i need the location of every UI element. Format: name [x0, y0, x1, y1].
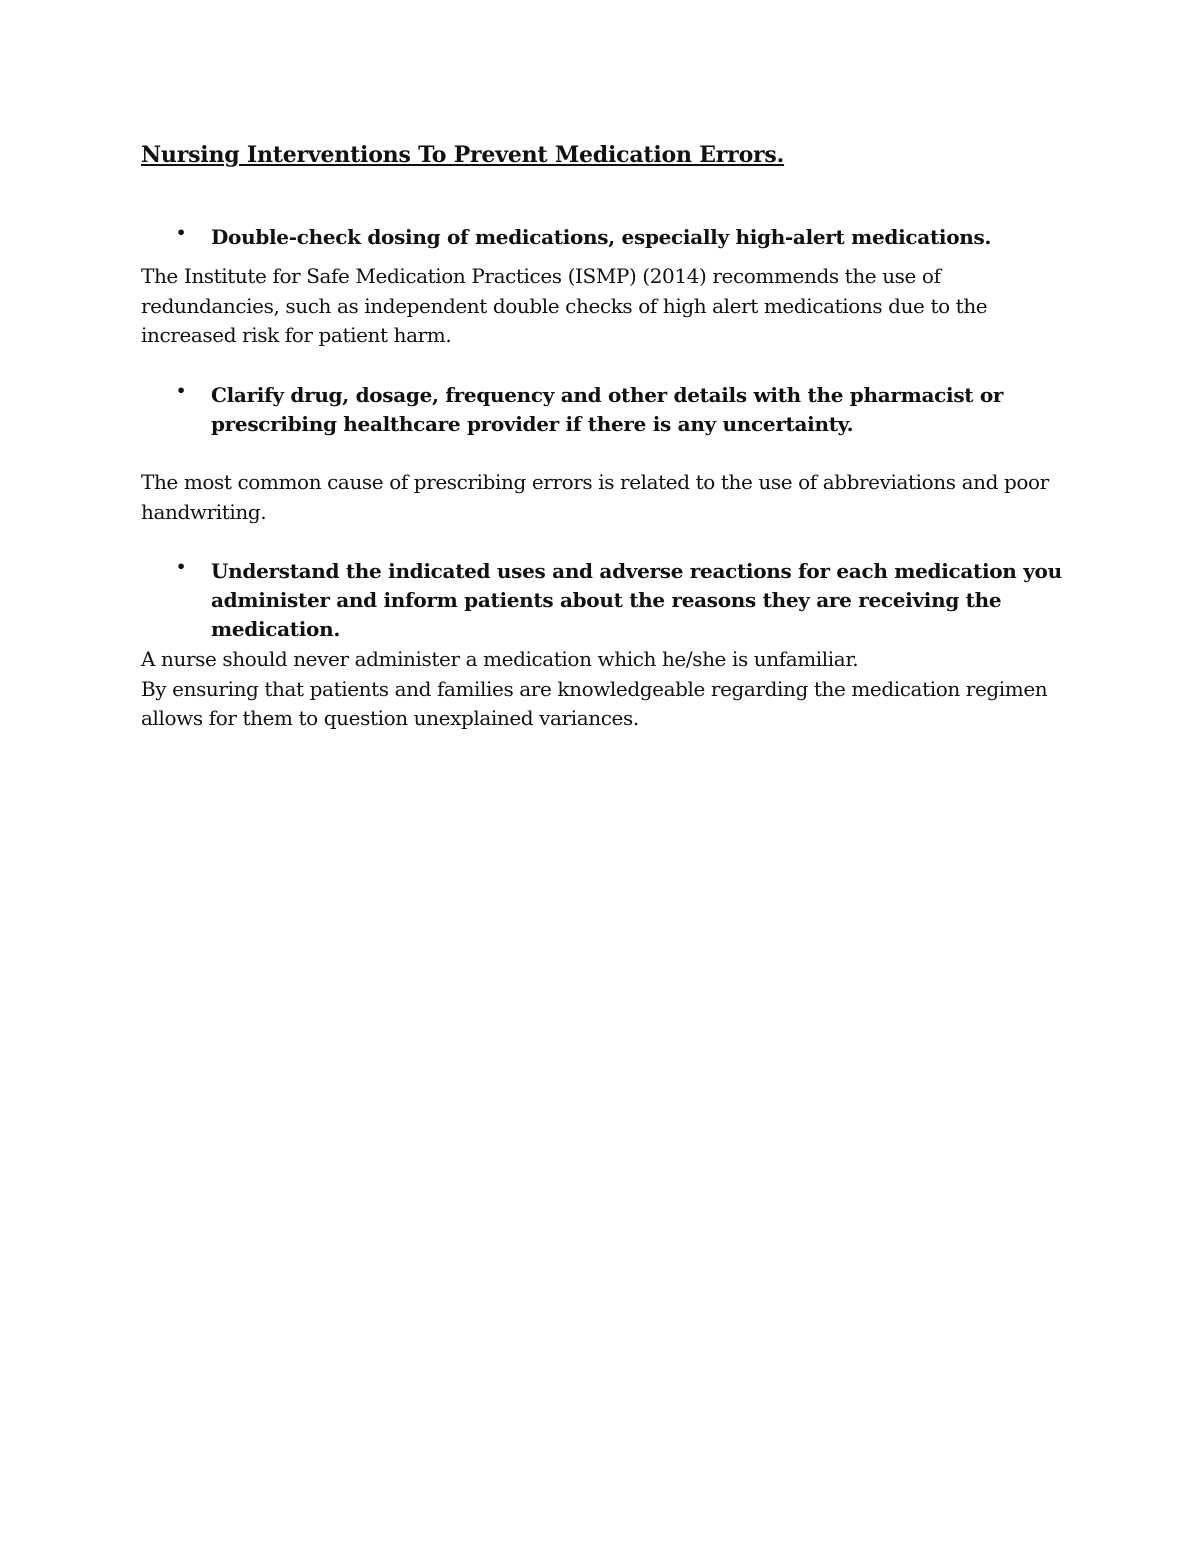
paragraph-ismp: The Institute for Safe Medication Practices (ISMP) (2014) recommends the use of redundancies, such as independent double checks of high alert medications due to the increased risk for patient harm. — [141, 264, 988, 347]
paragraph-prescribing-errors: The most common cause of prescribing errors is related to the use of abbreviations and poor handwriting. — [141, 470, 1049, 524]
bullet-text: Clarify drug, dosage, frequency and other details with the pharmacist or prescribing healthcare provider if there is any uncertainty. — [211, 383, 1004, 436]
paragraph-group-familiarity — [141, 645, 1071, 734]
bullet-text: Double-check dosing of medications, especially high-alert medications. — [211, 225, 992, 249]
paragraph-never-administer: A nurse should never administer a medication which he/she is unfamiliar. — [141, 647, 859, 671]
bullet-text: Understand the indicated uses and adverse reactions for each medication you administer and inform patients about the reasons they are receiving the medication. — [211, 559, 1062, 641]
bullet-icon: • — [176, 381, 187, 400]
page-title: Nursing Interventions To Prevent Medication Errors. — [141, 142, 785, 168]
bullet-icon: • — [176, 557, 187, 576]
bullet-icon: • — [176, 223, 187, 242]
paragraph-patient-knowledge: By ensuring that patients and families are knowledgeable regarding the medication regimen allows for them to question unexplained variances. — [141, 676, 1048, 730]
